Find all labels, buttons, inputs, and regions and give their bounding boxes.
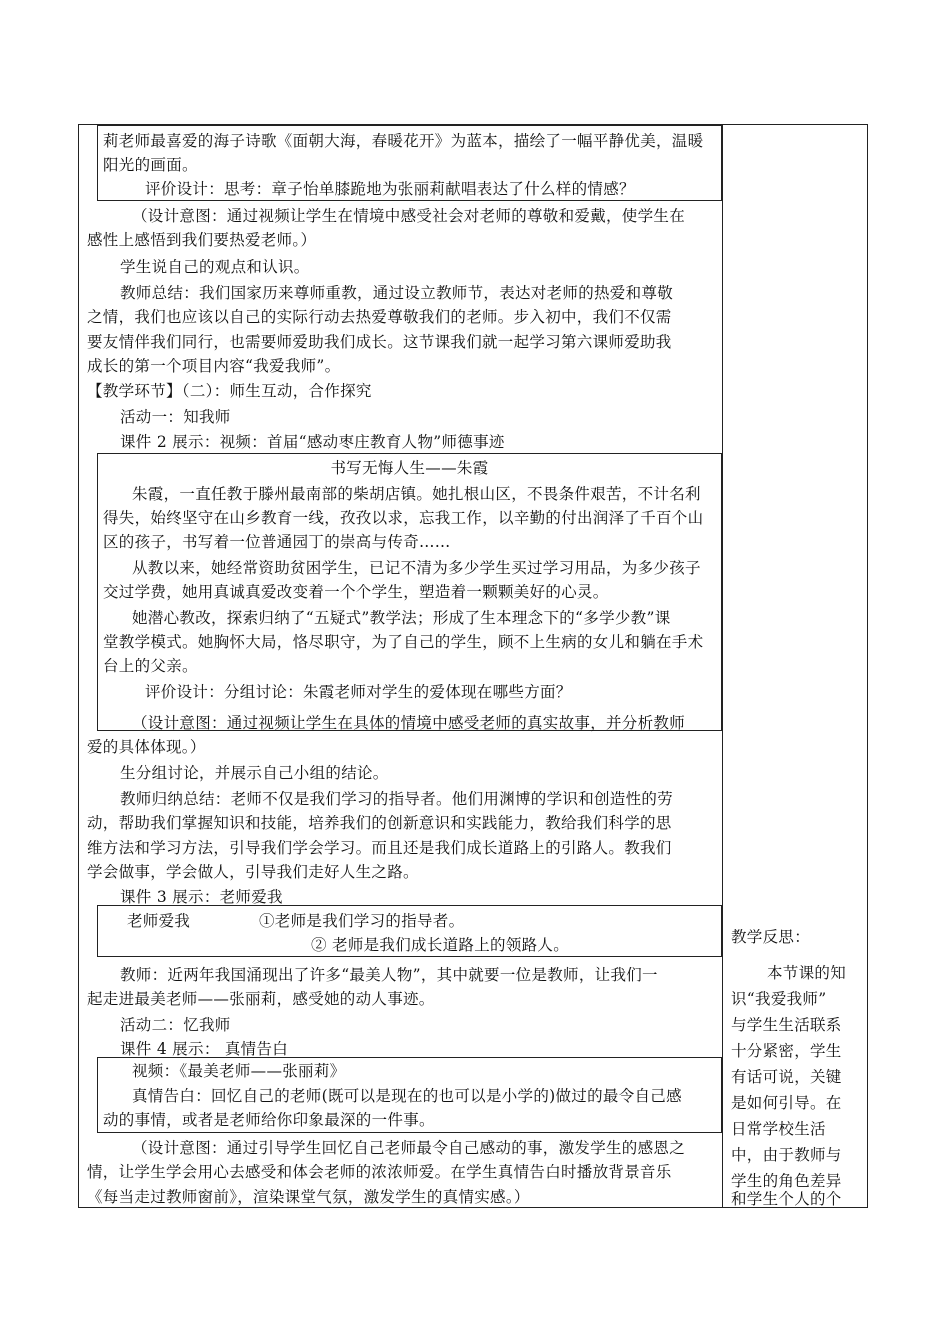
- text-line: 情，让学生学会用心去感受和体会老师的浓浓师爱。在学生真情告白时播放背景音乐: [87, 1163, 672, 1181]
- text-line: 教师：近两年我国涌现出了许多“最美人物”，其中就要一位是教师，让我们一: [120, 966, 658, 984]
- text-line: 课件 2 展示：视频：首届“感动枣庄教育人物”师德事迹: [120, 433, 505, 451]
- text-line: 教师归纳总结：老师不仅是我们学习的指导者。他们用渊博的学识和创造性的劳: [120, 790, 674, 808]
- text-line: 交过学费，她用真诚真爱改变着一个个学生，塑造着一颗颗美好的心灵。: [103, 583, 609, 601]
- text-line: 莉老师最喜爱的海子诗歌《面朝大海，春暖花开》为蓝本，描绘了一幅平静优美，温暖: [103, 132, 704, 150]
- text-line: 朱霞，一直任教于滕州最南部的柴胡店镇。她扎根山区，不畏条件艰苦，不计名利: [132, 485, 701, 503]
- reflection-line: 是如何引导。在: [731, 1094, 842, 1112]
- text-line: 从教以来，她经常资助贫困学生，已记不清为多少学生买过学习用品，为多少孩子: [132, 559, 701, 577]
- text-line: 堂教学模式。她胸怀大局，恪尽职守，为了自己的学生，顾不上生病的女儿和躺在手术: [103, 633, 704, 651]
- text-line: 评价设计：分组讨论：朱霞老师对学生的爱体现在哪些方面？: [145, 683, 572, 701]
- box-item: ② 老师是我们成长道路上的领路人。: [311, 936, 570, 954]
- text-line: 视频：《最美老师——张丽莉》: [132, 1062, 346, 1080]
- text-line: 活动二：忆我师: [120, 1016, 231, 1034]
- text-line: 要友情伴我们同行，也需要师爱助我们成长。这节课我们就一起学习第六课师爱助我: [87, 333, 672, 351]
- text-line: 学生说自己的观点和认识。: [120, 258, 310, 276]
- reflection-line: 有话可说，关键: [731, 1068, 842, 1086]
- story-title: 书写无悔人生——朱霞: [330, 459, 489, 477]
- text-line: 区的孩子，书写着一位普通园丁的崇高与传奇……: [103, 533, 451, 551]
- reflection-line: 与学生生活联系: [731, 1016, 842, 1034]
- text-line: 她潜心教改，探索归纳了“五疑式”教学法；形成了生本理念下的“多学少教”课: [132, 609, 671, 627]
- reflection-line: 中，由于教师与: [731, 1146, 842, 1164]
- text-line: 评价设计：思考：章子怡单膝跪地为张丽莉献唱表达了什么样的情感？: [145, 180, 635, 198]
- text-line: 成长的第一个项目内容“我爱我师”。: [87, 357, 341, 375]
- reflection-line: 日常学校生活: [731, 1120, 826, 1138]
- reflection-cell: [723, 125, 869, 1207]
- lesson-plan-table: [78, 124, 868, 1208]
- text-line: （设计意图：通过视频让学生在具体的情境中感受老师的真实故事，并分析教师: [132, 714, 686, 732]
- text-line: 阳光的画面。: [103, 156, 198, 174]
- text-line: 课件 3 展示：老师爱我: [120, 888, 283, 906]
- text-line: 生分组讨论，并展示自己小组的结论。: [120, 764, 389, 782]
- text-line: 之情，我们也应该以自己的实际行动去热爱尊敬我们的老师。步入初中，我们不仅需: [87, 308, 672, 326]
- text-line: （设计意图：通过视频让学生在情境中感受社会对老师的尊敬和爱戴，使学生在: [132, 207, 686, 225]
- teaching-process-cell: [79, 125, 722, 1207]
- reflection-line: 识“我爱我师”: [731, 990, 827, 1008]
- text-line: 《每当走过教师窗前》，渲染课堂气氛，激发学生的真情实感。）: [87, 1188, 530, 1206]
- text-line: 活动一：知我师: [120, 408, 231, 426]
- section-heading: 【教学环节】（二）：师生互动，合作探究: [87, 382, 372, 400]
- text-line: 维方法和学习方法，引导我们学会学习。而且还是我们成长道路上的引路人。教我们: [87, 839, 672, 857]
- text-line: 台上的父亲。: [103, 657, 198, 675]
- reflection-heading: 教学反思：: [731, 928, 811, 946]
- box-label: 老师爱我: [127, 912, 191, 930]
- text-line: 动的事情，或者是老师给你印象最深的一件事。: [103, 1111, 435, 1129]
- reflection-line: 和学生个人的个: [731, 1190, 842, 1208]
- reflection-line: 本节课的知: [767, 964, 847, 982]
- text-line: 起走进最美老师——张丽莉，感受她的动人事迹。: [87, 990, 435, 1008]
- text-line: （设计意图：通过引导学生回忆自己老师最令自己感动的事，激发学生的感恩之: [132, 1139, 686, 1157]
- reflection-line: 十分紧密，学生: [731, 1042, 842, 1060]
- text-line: 得失，始终坚守在山乡教育一线，孜孜以求，忘我工作，以辛勤的付出润泽了千百个山: [103, 509, 704, 527]
- box-item: ①老师是我们学习的指导者。: [259, 912, 465, 930]
- text-line: 真情告白：回忆自己的老师(既可以是现在的也可以是小学的)做过的最令自己感: [132, 1087, 682, 1105]
- text-line: 爱的具体体现。）: [87, 738, 206, 756]
- text-line: 动，帮助我们掌握知识和技能，培养我们的创新意识和实践能力，教给我们科学的思: [87, 814, 672, 832]
- reflection-line: 学生的角色差异: [731, 1172, 842, 1190]
- text-line: 学会做事，学会做人，引导我们走好人生之路。: [87, 863, 419, 881]
- text-line: 课件 4 展示： 真情告白: [120, 1040, 289, 1058]
- text-line: 教师总结：我们国家历来尊师重教，通过设立教师节，表达对老师的热爱和尊敬: [120, 284, 674, 302]
- text-line: 感性上感悟到我们要热爱老师。）: [87, 231, 317, 249]
